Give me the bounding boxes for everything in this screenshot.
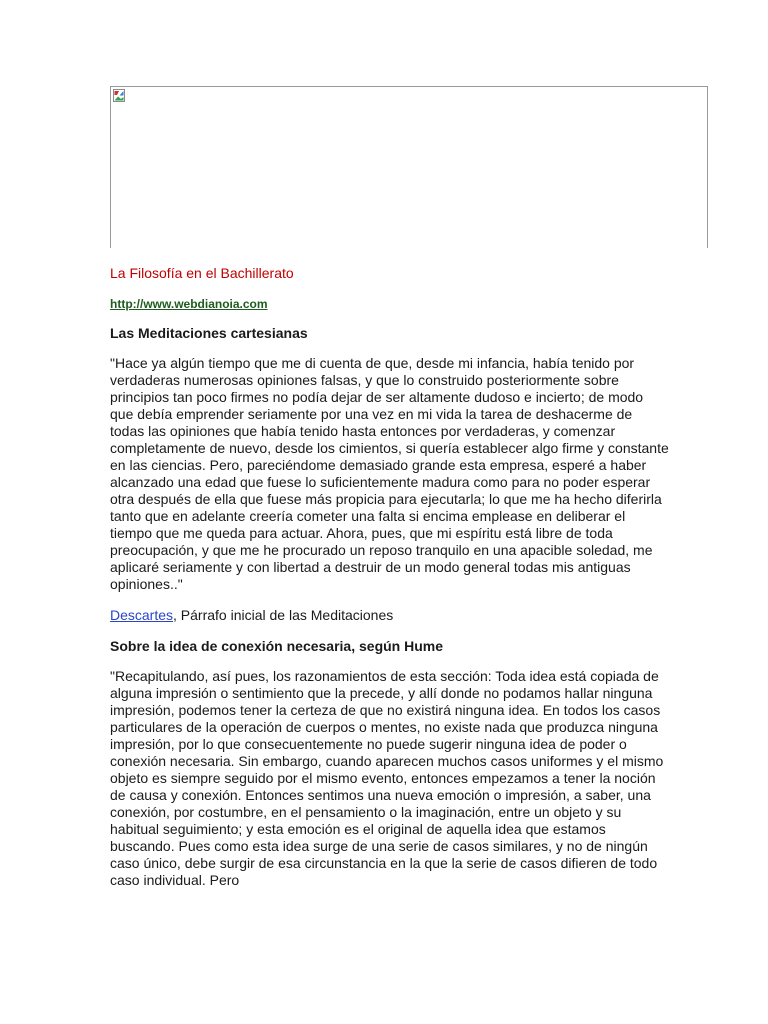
section-heading-descartes: Las Meditaciones cartesianas <box>110 325 308 341</box>
site-url-link[interactable]: http://www.webdianoia.com <box>110 297 268 311</box>
site-title: La Filosofía en el Bachillerato <box>110 265 294 281</box>
section-heading-hume: Sobre la idea de conexión necesaria, según Hume <box>110 638 444 654</box>
descartes-author-link[interactable]: Descartes <box>110 607 174 623</box>
broken-image-icon <box>113 89 125 102</box>
article-content <box>110 264 670 903</box>
hume-quote: "Recapitulando, así pues, los razonamientos de esta sección: Toda idea está copiada de alguna impresión o sentimiento que la precede, y allí donde no podamos hallar ninguna impresión, podemos tener la certeza de que no existirá ninguna idea. En todos los casos particulares de la operación de cuerpos o mentes, no existe nada que produzca ninguna impresión, por lo que consecuentemente no puede sugerir ninguna idea de poder o conexión necesaria. Sin embargo, cuando aparecen muchos casos uniformes y el mismo objeto es siempre seguido por el mismo evento, entonces empezamos a tener la noción de causa y conexión. Entonces sentimos una nueva emoción o impresión, a saber, una conexión, por costumbre, en el pensamiento o la imaginación, entre un objeto y su habitual seguimiento; y esta emoción es el original de aquella idea que estamos buscando. Pues como esta idea surge de una serie de casos similares, y no de ningún caso único, debe surgir de esa circunstancia en la que la serie de casos difieren de todo caso individual. Pero <box>110 668 664 888</box>
descartes-quote: "Hace ya algún tiempo que me di cuenta de que, desde mi infancia, había tenido por verdaderas numerosas opiniones falsas, y que lo construido posteriormente sobre principios tan poco firmes no podía dejar de ser altamente dudoso e incierto; de modo que debía emprender seriamente por una vez en mi vida la tarea de deshacerme de todas las opiniones que había tenido hasta entonces por verdaderas, y comenzar completamente de nuevo, desde los cimientos, si quería establecer algo firme y constante en las ciencias. Pero, pareciéndome demasiado grande esta empresa, esperé a haber alcanzado una edad que fuese lo suficientemente madura como para no poder esperar otra después de ella que fuese más propicia para ejecutarla; lo que me ha hecho diferirla tanto que en adelante creería cometer una falta si encima emplease en deliberar el tiempo que me queda para actuar. Ahora, pues, que mi espíritu está libre de toda preocupación, y que me he procurado un reposo tranquilo en una apacible soledad, me aplicaré seriamente y con libertad a destruir de un modo general todas mis antiguas opiniones.." <box>110 355 669 592</box>
image-placeholder <box>110 86 708 248</box>
descartes-attribution <box>110 607 670 624</box>
attribution-text: , Párrafo inicial de las Meditaciones <box>173 607 394 623</box>
